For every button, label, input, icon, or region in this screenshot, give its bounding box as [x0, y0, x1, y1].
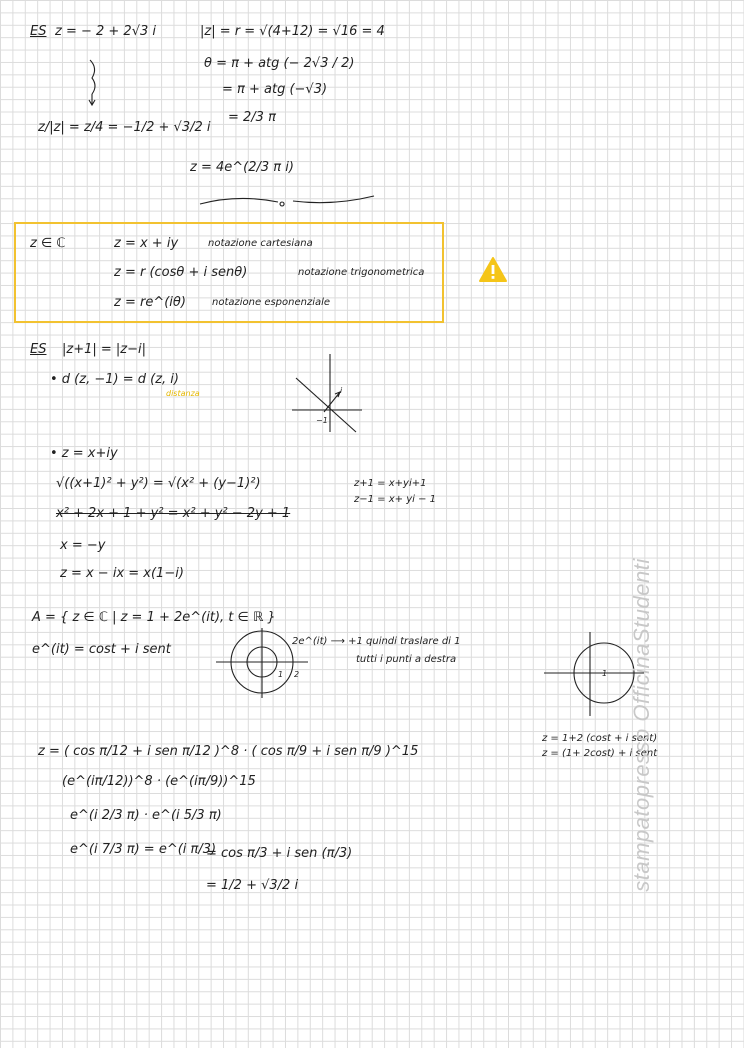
exp-label: notazione esponenziale [212, 297, 331, 308]
divider-squiggle [198, 192, 378, 208]
exp-product: e^(i 2/3 π) · e^(i 5/3 π) [70, 808, 222, 823]
es2-label: ES [30, 342, 47, 357]
watermark: stampatopresso OfficinaStudenti [629, 558, 654, 892]
param-line-2: z = (1+ 2cost) + i sent [542, 748, 658, 759]
distance-note: distanza [166, 389, 200, 398]
euler-formula: e^(it) = cost + i sent [32, 642, 171, 657]
expansion: x² + 2x + 1 + y² = x² + y² − 2y + 1 [56, 506, 291, 521]
es2-equation: |z+1| = |z−i| [62, 342, 146, 357]
plot-label-i: i [340, 386, 343, 395]
power-product: z = ( cos π/12 + i sen π/12 )^8 · ( cos π/9 + i sen π/9 )^15 [38, 744, 419, 759]
side-note-2: z−1 = x+ yi − 1 [354, 494, 436, 505]
theta-line-1: θ = π + atg (− 2√3 / 2) [204, 56, 355, 71]
theta-line-3: = 2/3 π [228, 110, 276, 125]
theta-line-2: = π + atg (−√3) [222, 82, 328, 97]
set-definition: A = { z ∈ ℂ | z = 1 + 2e^(it), t ∈ ℝ } [32, 610, 276, 625]
exponential-form: z = 4e^(2/3 π i) [190, 160, 294, 175]
distance-equation: • d (z, −1) = d (z, i) [50, 372, 179, 387]
exp-powers: (e^(iπ/12))^8 · (e^(iπ/9))^15 [62, 774, 256, 789]
substitution: • z = x+iy [50, 446, 118, 461]
result-2: z = x − ix = x(1−i) [60, 566, 184, 581]
exp-formula: z = re^(iθ) [114, 295, 186, 310]
translation-note-2: tutti i punti a destra [356, 654, 457, 665]
circle-label-1: 1 [278, 670, 284, 679]
es1-modulus: |z| = r = √(4+12) = √16 = 4 [200, 24, 385, 39]
trig-formula: z = r (cosθ + i senθ) [114, 265, 248, 280]
final-result: = 1/2 + √3/2 i [206, 878, 299, 893]
plot-label-minus-one: −1 [316, 416, 328, 425]
warning-icon [478, 256, 508, 283]
result-1: x = −y [60, 538, 106, 553]
cartesian-formula: z = x + iy [114, 236, 179, 251]
brace-arrow-icon [84, 58, 104, 108]
bisector-plot [288, 352, 368, 434]
normalized-ratio: z/|z| = z/4 = −1/2 + √3/2 i [38, 120, 211, 135]
es1-label: ES [30, 24, 47, 39]
trig-label: notazione trigonometrica [298, 267, 425, 278]
translation-note-1: 2e^(it) ⟶ +1 quindi traslare di 1 [292, 636, 461, 647]
circle2-label: 1 [602, 669, 608, 678]
exp-simplified: e^(i 7/3 π) = e^(i π/3) [70, 842, 217, 857]
circle-label-2: 2 [294, 670, 300, 679]
box-set: z ∈ ℂ [30, 236, 66, 251]
sqrt-equation: √((x+1)² + y²) = √(x² + (y−1)²) [56, 476, 261, 491]
es1-z-definition: z = − 2 + 2√3 i [55, 24, 157, 39]
cartesian-label: notazione cartesiana [208, 238, 313, 249]
trig-result: = cos π/3 + i sen (π/3) [206, 846, 353, 861]
side-note-1: z+1 = x+yi+1 [354, 478, 427, 489]
param-line-1: z = 1+2 (cost + i sent) [542, 733, 658, 744]
